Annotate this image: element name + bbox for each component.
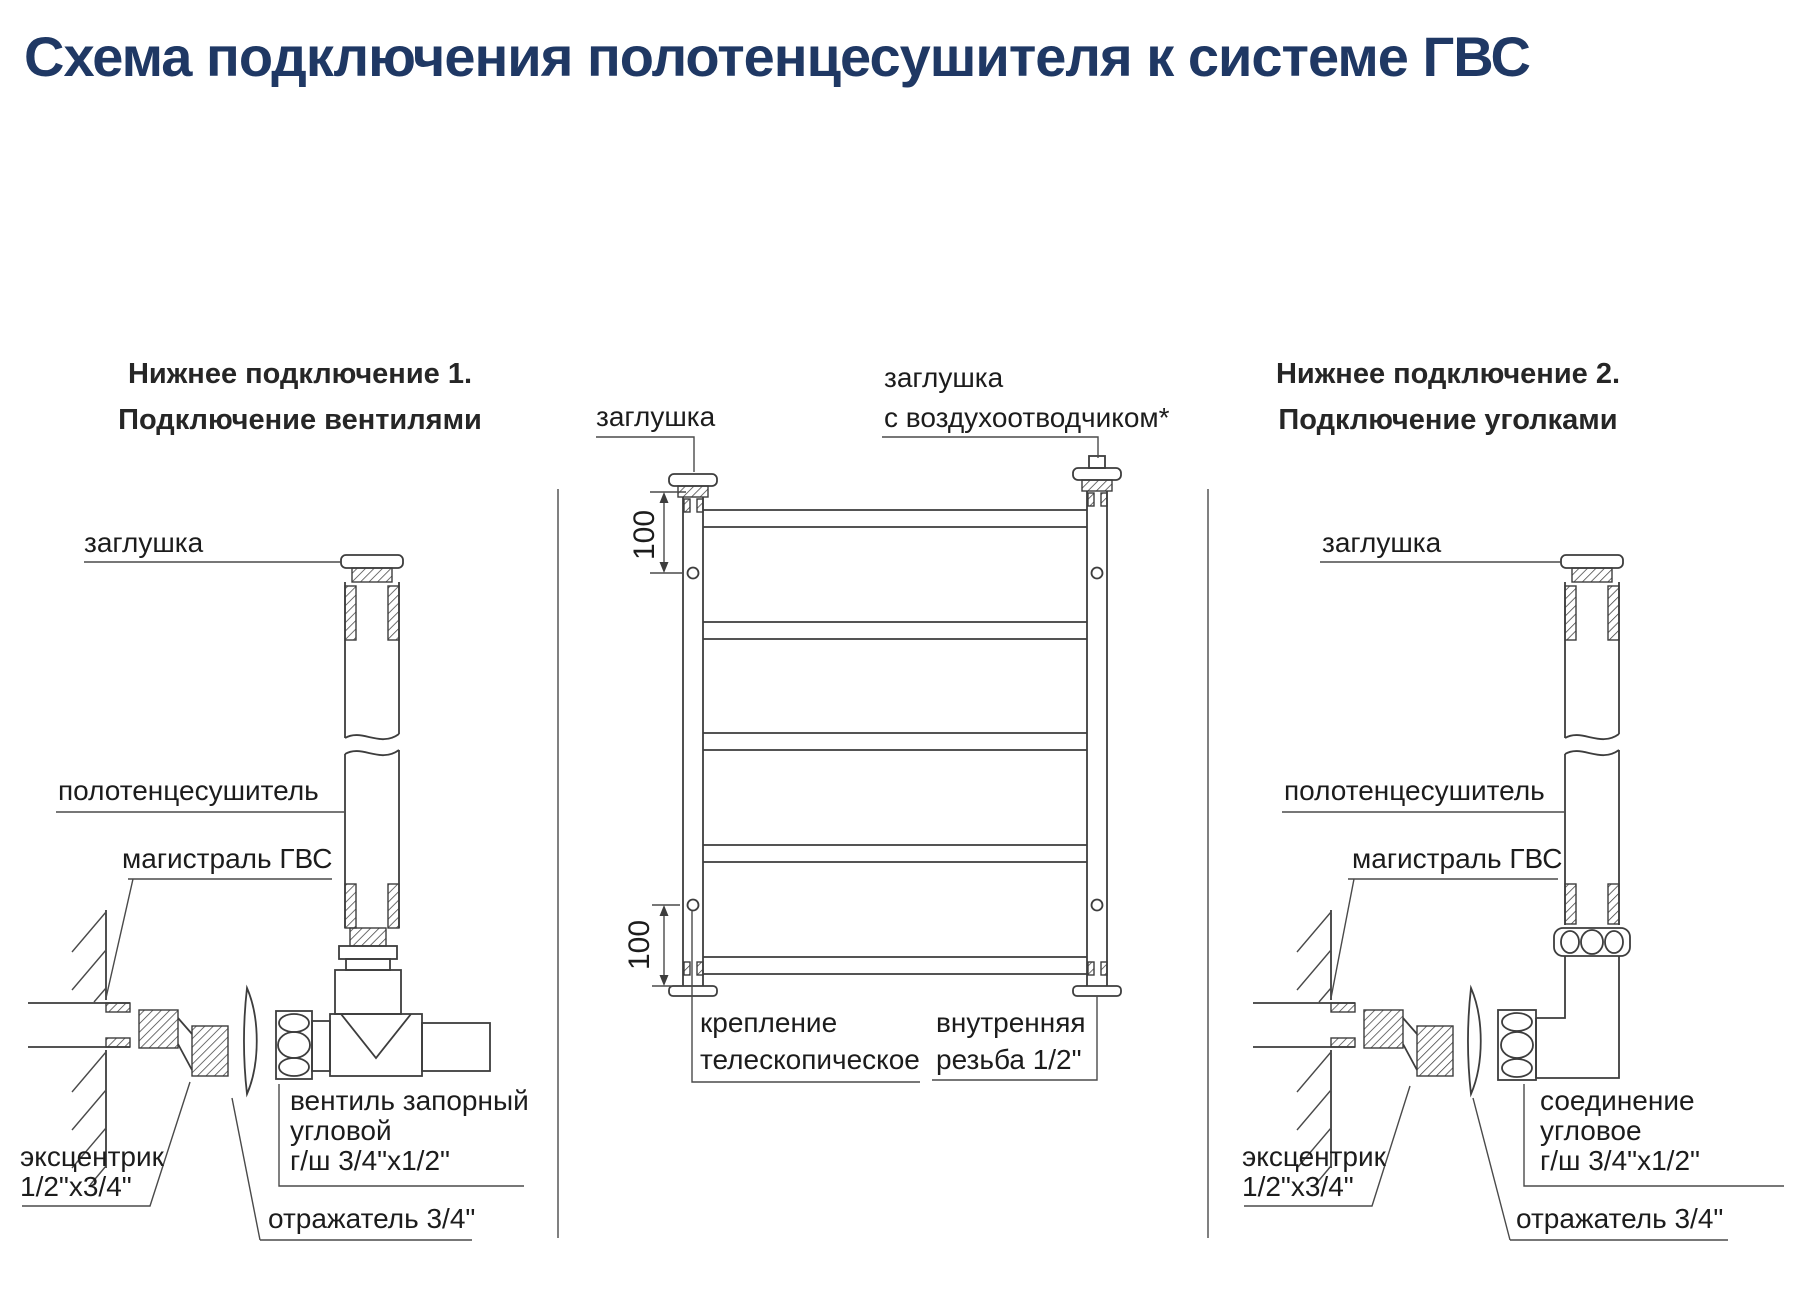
- scheme1-eccentric-label: эксцентрик 1/2"x3/4": [20, 1141, 164, 1202]
- scheme1-riser-pipe: [341, 555, 403, 928]
- scheme1-reflector-label: отражатель 3/4": [268, 1203, 476, 1234]
- scheme2-eccentric: [1364, 1010, 1453, 1076]
- center-air-vent-cap-label: заглушка с воздухоотводчиком*: [884, 362, 1170, 433]
- scheme2-towel-rail-label: полотенцесушитель: [1284, 775, 1545, 806]
- radiator-posts: [669, 491, 1121, 996]
- scheme1-heading-line1: Нижнее подключение 1.: [127, 358, 473, 390]
- radiator-rungs: [703, 510, 1087, 974]
- scheme2-cap-label: заглушка: [1322, 527, 1442, 558]
- radiator-caps: [669, 456, 1121, 497]
- dimension-bottom-label: 100: [623, 919, 656, 971]
- scheme1-towel-rail-label: полотенцесушитель: [58, 775, 319, 806]
- scheme2-hws-main-label: магистраль ГВС: [1352, 843, 1563, 874]
- radiator-mount-holes: [688, 568, 1103, 911]
- scheme2-elbow-label: соединение угловое г/ш 3/4"x1/2": [1540, 1085, 1700, 1176]
- scheme1-hws-main-label: магистраль ГВС: [122, 843, 333, 874]
- scheme1-angle-valve: [276, 928, 490, 1079]
- page-title: Схема подключения полотенцесушителя к системе ГВС: [24, 25, 1530, 88]
- scheme1-reflector: [244, 988, 257, 1094]
- section-dividers: [558, 489, 1208, 1238]
- scheme2-heading-line2: Подключение уголками: [1278, 404, 1618, 436]
- scheme2-reflector: [1468, 988, 1481, 1094]
- center-bracket-label: крепление телескопическое: [700, 1007, 920, 1075]
- scheme2-riser-pipe: [1561, 555, 1623, 925]
- scheme2-elbow-fitting: [1498, 928, 1630, 1080]
- scheme2-eccentric-label: эксцентрик 1/2"x3/4": [1242, 1141, 1386, 1202]
- scheme1-cap-label: заглушка: [84, 527, 204, 558]
- scheme1-eccentric: [139, 1010, 228, 1076]
- scheme2-leader-lines: [1244, 562, 1784, 1240]
- scheme2-reflector-label: отражатель 3/4": [1516, 1203, 1724, 1234]
- center-cap-label: заглушка: [596, 401, 716, 432]
- dimension-top-label: 100: [628, 509, 661, 561]
- center-thread-label: внутренняя резьба 1/2": [936, 1007, 1086, 1075]
- scheme1-valve-label: вентиль запорный угловой г/ш 3/4"x1/2": [290, 1085, 529, 1176]
- scheme2-heading-line1: Нижнее подключение 2.: [1275, 358, 1621, 390]
- scheme1-heading-line2: Подключение вентилями: [118, 404, 482, 436]
